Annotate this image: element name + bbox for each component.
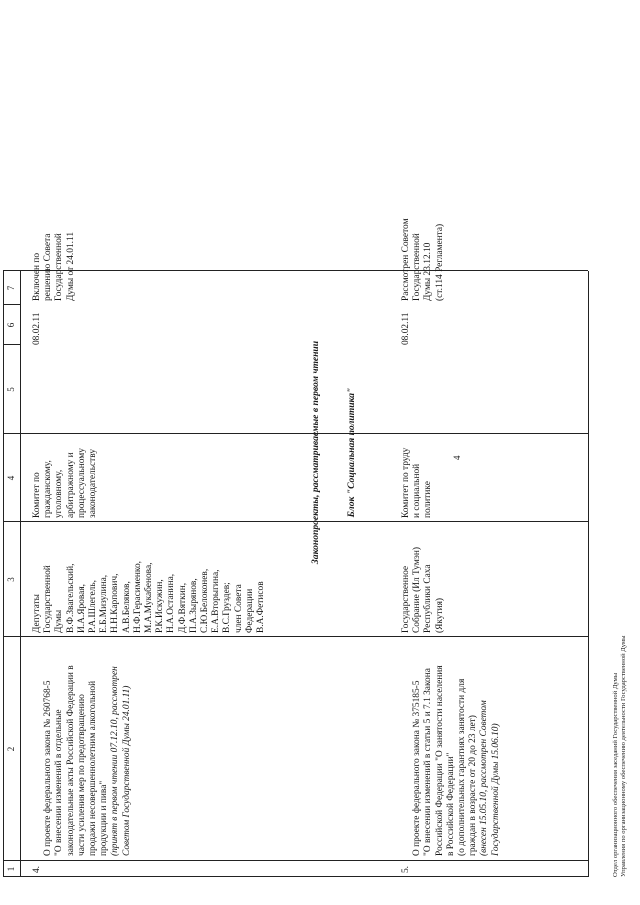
table-header-rule: [20, 271, 21, 877]
row-4-authors: Депутаты Государственной Думы В.Ф.Звагельский, И.А.Яровая, Р.А.Шлегель, Е.Б.Мизулина, Н.Н.Карпович, А.В.Беляков, Н.Ф.Герасименко, М.А.Мукабенова, Р.К.Искужин, Н.А.Останина, Д.Ф.Вяткин, П.А.Зырянов, С.Ю.Белоконев, Е.А.Вторыгина, В.С.Груздев; член Совета Федерации В.А.Фетисов: [32, 561, 267, 633]
row-4-number: 4.: [32, 865, 42, 873]
column-header-5: 5: [6, 387, 16, 392]
column-header-7: 7: [6, 285, 16, 291]
footer-line-2: Управления по организационному обеспечению деятельности Государственной Думы: [620, 635, 627, 877]
column-rule-4: [3, 433, 588, 434]
column-header-4: 4: [6, 475, 16, 481]
column-header-6: 6: [6, 322, 16, 328]
row-4-bill-note: (принят в первом чтении 07.12.10, рассмотрен Советом Государственной Думы 24.01.11): [110, 666, 132, 856]
row-5-bill-title: О проекте федерального закона № 375185-5 "О внесении изменений в статьи 5 и 7.1 Закона Российской Федерации "О занятости населения в Российской Федерации" (о дополнительных гарантиях занятости для граждан в возрасте от 20 до 23 лет): [412, 665, 479, 856]
table-bottom-rule: [588, 271, 589, 877]
row-4-committee: Комитет по гражданскому, уголовному, арбитражному и процессуальному законодательству: [32, 448, 99, 518]
column-rule-3: [3, 521, 588, 522]
row-4-bill: [32, 640, 144, 856]
row-4-date: 08.02.11: [32, 312, 42, 345]
row-5-committee: Комитет по труду и социальной политике: [401, 447, 434, 518]
row-5-number: 5.: [401, 865, 411, 873]
block-heading: Блок "Социальная политика": [346, 387, 357, 518]
table-top-rule: [3, 271, 4, 877]
page-number: 4: [452, 455, 462, 460]
footer-line-1: Отдел организационного обеспечения заседаний Государственной Думы: [612, 672, 619, 877]
row-4-bill-title: О проекте федерального закона № 260768-5 "О внесении изменений в отдельные законодательные акты Российской Федерации в части усиления мер по предотвращению продажи несовершеннолетним алкогольной продукции и пива": [43, 665, 110, 856]
column-rule-1: [3, 860, 588, 861]
column-rule-2: [3, 636, 588, 637]
row-5-status: Рассмотрен Советом Государственной Думы 23.12.10 (ст.114 Регламента): [401, 218, 445, 301]
column-header-1: 1: [6, 866, 16, 872]
row-5-authors: Государственное Собрание (Ил Тумэн) Республики Саха (Якутия): [401, 546, 445, 633]
footer: [612, 635, 628, 877]
row-4-status: Включен по решению Совета Государственной Думы от 24.01.11: [32, 231, 76, 301]
table-left-rule: [3, 876, 588, 877]
column-header-2: 2: [6, 746, 16, 752]
row-5-bill: [401, 640, 513, 856]
table-right-rule: [3, 270, 588, 271]
row-5-date: 08.02.11: [401, 312, 411, 345]
column-header-3: 3: [6, 577, 16, 582]
section-heading: Законопроекты, рассматриваемые в первом чтении: [310, 340, 321, 565]
row-5-bill-note: (внесен 15.05.10, рассмотрен Советом Государственной Думы 15.06.10): [479, 700, 501, 856]
